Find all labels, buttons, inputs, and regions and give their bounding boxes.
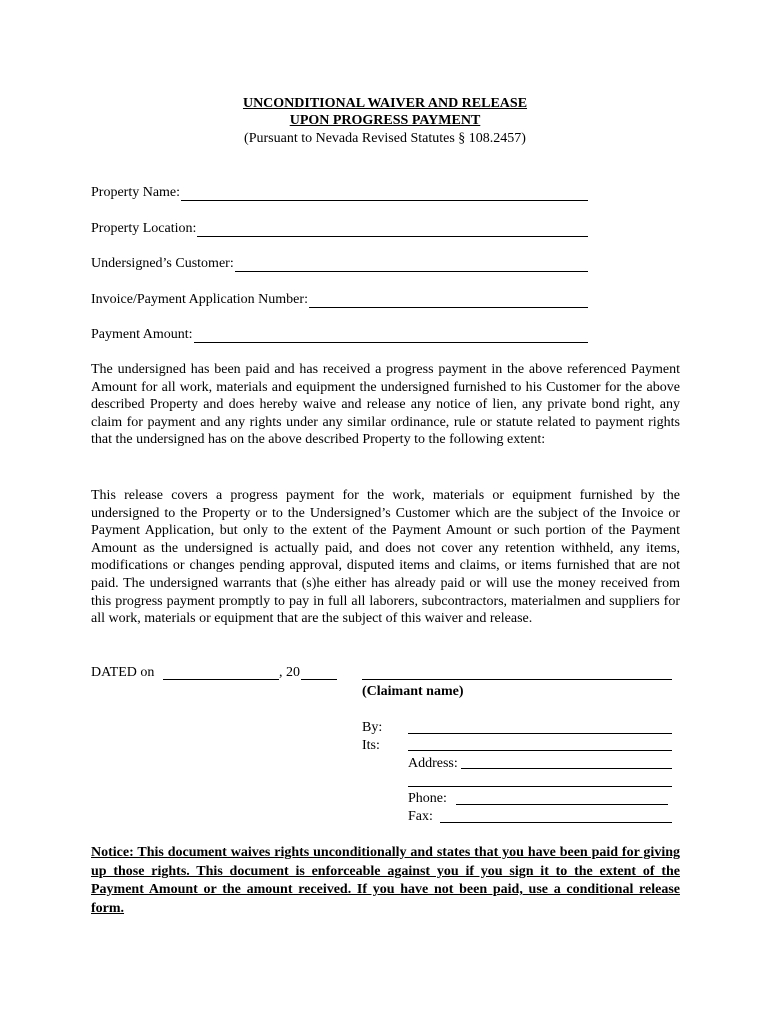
- year-prefix-label: , 20: [279, 665, 300, 680]
- property-location-label: Property Location:: [91, 221, 197, 236]
- payment-amount-line[interactable]: [194, 328, 589, 343]
- address-line-2[interactable]: [408, 786, 672, 787]
- fax-line[interactable]: [440, 822, 672, 823]
- document-title-line1: UNCONDITIONAL WAIVER AND RELEASE: [242, 96, 528, 111]
- its-label: Its:: [362, 738, 380, 753]
- fax-label: Fax:: [408, 809, 433, 824]
- phone-line[interactable]: [456, 804, 668, 805]
- notice-text: Notice: This document waives rights unconditionally and states that you have been paid for giving up those rights. This document is enforceable against you if you sign it to the extent of the Payment Amount or the amount received. If you have not been paid, use a conditional release form.: [91, 845, 680, 916]
- dated-on-label: DATED on: [91, 665, 155, 680]
- its-line[interactable]: [408, 750, 672, 751]
- property-location-line[interactable]: [197, 222, 588, 237]
- document-subtitle: (Pursuant to Nevada Revised Statutes § 108.2457): [244, 131, 526, 146]
- body-paragraph-1: The undersigned has been paid and has received a progress payment in the above referenced Payment Amount for all work, materials and equipment the undersigned furnished to his Customer for the above described Property and does hereby waive and release any notice of lien, any private bond right, any claim for payment and any rights under any similar ordinance, rule or statute related to payment rights that the undersigned has on the above described Property to the following extent:: [91, 362, 680, 448]
- date-line[interactable]: [163, 679, 279, 680]
- property-location-field[interactable]: [91, 219, 588, 237]
- year-line[interactable]: [301, 679, 337, 680]
- invoice-number-field[interactable]: [91, 290, 588, 308]
- document-title-line2: UPON PROGRESS PAYMENT: [289, 113, 481, 128]
- by-line[interactable]: [408, 733, 672, 734]
- address-line-1[interactable]: [461, 768, 672, 769]
- by-label: By:: [362, 720, 383, 735]
- address-label: Address:: [408, 756, 458, 771]
- body-paragraph-2: This release covers a progress payment for the work, materials or equipment furnished by the undersigned to the Property or to the Undersigned’s Customer which are the subject of the Invoice or Payment Application, but only to the extent of the Payment Amount or such portion of the Payment Amount as the undersigned is actually paid, and does not cover any retention withheld, any items, modifications or changes pending approval, disputed items and claims, or items furnished that are not paid. The undersigned warrants that (s)he either has already paid or will use the money received from this progress payment promptly to pay in full all laborers, subcontractors, materialmen and suppliers for all work, materials or equipment that are the subject of this waiver and release.: [91, 488, 680, 627]
- invoice-number-line[interactable]: [309, 293, 588, 308]
- claimant-name-label: (Claimant name): [362, 684, 464, 699]
- property-name-line[interactable]: [181, 186, 588, 201]
- claimant-name-line[interactable]: [362, 679, 672, 680]
- payment-amount-field[interactable]: [91, 325, 588, 343]
- customer-line[interactable]: [235, 257, 588, 272]
- invoice-number-label: Invoice/Payment Application Number:: [91, 292, 308, 307]
- customer-label: Undersigned’s Customer:: [91, 256, 234, 271]
- property-name-label: Property Name:: [91, 185, 181, 200]
- payment-amount-label: Payment Amount:: [91, 327, 193, 342]
- property-name-field[interactable]: [91, 183, 588, 201]
- customer-field[interactable]: [91, 254, 588, 272]
- phone-label: Phone:: [408, 791, 447, 806]
